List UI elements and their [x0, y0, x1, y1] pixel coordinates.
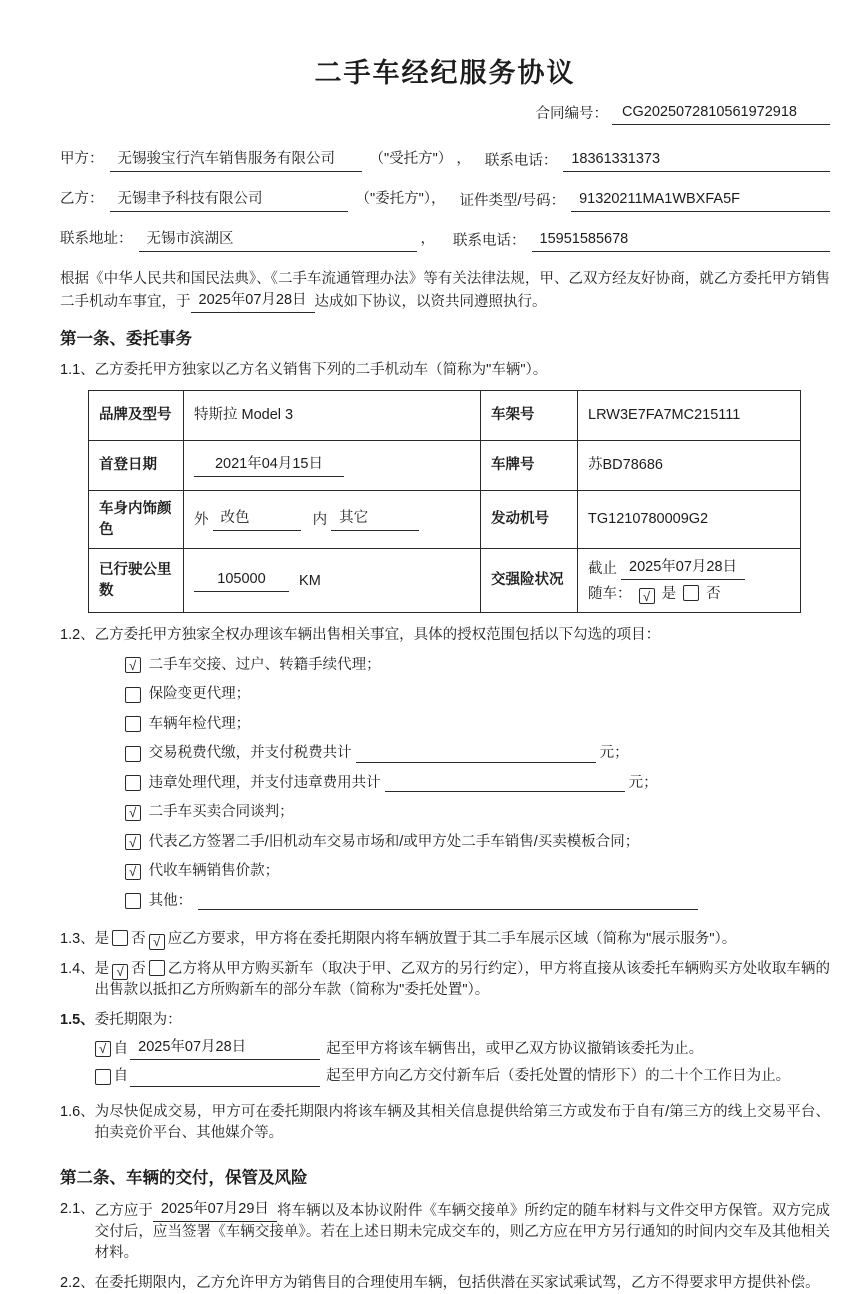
display-service-yes-checkbox	[112, 930, 128, 946]
clause-1-5-number: 1.5、	[60, 1012, 95, 1028]
clause-2-2-number: 2.2、	[60, 1275, 95, 1291]
party-b-id	[460, 189, 830, 212]
plate-label: 车牌号	[481, 441, 578, 491]
color-exterior-field: 改色	[213, 508, 301, 531]
vin-label: 车架号	[481, 391, 578, 441]
yes-label: 是	[94, 931, 110, 947]
table-row	[89, 549, 801, 613]
color-exterior-label: 外	[194, 512, 209, 528]
clause-text: 乙方将从甲方购买新车（取决于甲、乙双方的另行约定），甲方将直接从该委托车辆购买方处收取车辆的出售款以抵扣乙方所购新车的部分车款（简称为"委托处置"）。	[94, 961, 831, 998]
clause-2-1-text	[95, 1199, 830, 1264]
clause-2-2	[60, 1273, 830, 1294]
engine-no-label: 发动机号	[481, 491, 578, 549]
party-b-phone-label: 联系电话：	[453, 233, 526, 249]
clause-2-2-text: 在委托期限内，乙方允许甲方为销售目的合理使用车辆，包括供潜在买家试乘试驾，乙方不得要求甲方提供补偿。	[94, 1275, 820, 1291]
clause-text: 应乙方要求，甲方将在委托期限内将车辆放置于其二手车展示区域（简称为"展示服务"）。	[167, 931, 737, 947]
period-start-date-blank-field	[130, 1067, 320, 1087]
list-item	[125, 773, 830, 794]
section1-heading: 第一条、委托事务	[60, 330, 192, 348]
option-pre: 自	[113, 1041, 129, 1057]
table-row	[89, 391, 801, 441]
party-b-phone	[453, 229, 830, 252]
clause-1-2-text: 乙方委托甲方独家全权办理该车辆出售相关事宜，具体的授权范围包括以下勾选的项目：	[94, 627, 661, 643]
no-label: 否	[131, 931, 146, 947]
insurance-yes-label: 是	[661, 585, 677, 602]
list-item	[125, 861, 830, 882]
color-label: 车身内饰颜色	[89, 491, 184, 549]
insurance-value	[578, 549, 801, 613]
option-post: 起至甲方向乙方交付新车后（委托处置的情形下）的二十个工作日为止。	[326, 1068, 791, 1084]
table-row	[89, 491, 801, 549]
item-suffix: 元；	[599, 745, 629, 761]
brand-model-label: 品牌及型号	[89, 391, 184, 441]
insurance-until-date-field: 2025年07月28日	[621, 557, 745, 580]
address-left	[60, 229, 439, 252]
mileage-field: 105000	[194, 569, 289, 592]
clause-1-2-number: 1.2、	[60, 627, 95, 643]
new-car-purchase-no-checkbox	[149, 960, 165, 976]
address-label: 联系地址：	[60, 231, 133, 247]
clause-1-6-number: 1.6、	[60, 1104, 95, 1120]
party-b-row	[60, 189, 830, 212]
option-post: 起至甲方将该车辆售出，或甲乙双方协议撤销该委托为止。	[326, 1041, 704, 1057]
clause-1-5	[60, 1010, 830, 1093]
address-row	[60, 229, 830, 252]
entrust-period-option-1	[95, 1037, 830, 1060]
engine-no-value: TG1210780009G2	[578, 491, 801, 549]
preamble-paragraph	[60, 269, 830, 313]
contract-number-row	[60, 102, 830, 125]
entrust-period-option-2	[95, 1066, 830, 1087]
sale-negotiation-checkbox: √	[125, 805, 141, 821]
preamble-pre: 根据《中华人民共和国民法典》、《二手车流通管理办法》等有关法律法规，甲、乙双方经友好协商，就乙方委托甲方销售二手机动车事宜，于	[60, 271, 830, 310]
clause-1-3-number: 1.3、	[60, 931, 95, 947]
insurance-with-car-line	[588, 584, 790, 605]
item-label: 交易税费代缴，并支付税费共计	[148, 745, 352, 761]
party-b-role: （"委托方"），	[355, 191, 446, 207]
clause-1-1	[60, 360, 830, 381]
other-blank-field	[198, 892, 698, 910]
insurance-no-label: 否	[706, 585, 721, 602]
display-service-no-checkbox: √	[149, 934, 165, 950]
collect-payment-checkbox: √	[125, 864, 141, 880]
item-label: 二手车买卖合同谈判；	[148, 804, 294, 820]
clause-pre: 乙方应于	[94, 1203, 153, 1219]
insurance-until-line	[588, 557, 790, 580]
item-label: 二手车交接、过户、转籍手续代理；	[148, 656, 381, 673]
option-pre: 自	[113, 1068, 129, 1084]
clause-1-6-text: 为尽快促成交易，甲方可在委托期限内将该车辆及其相关信息提供给第三方或发布于自有/第三方的线上交易平台、拍卖竞价平台、其他媒介等。	[94, 1104, 830, 1141]
address-comma: ，	[420, 231, 435, 247]
transfer-agency-checkbox: √	[125, 657, 141, 673]
list-item	[125, 743, 830, 764]
party-a-label: 甲方：	[60, 151, 104, 167]
insurance-with-car-label: 随车：	[588, 585, 632, 602]
preamble-post: 达成如下协议，以资共同遵照执行。	[314, 294, 547, 310]
party-b-id-value: 91320211MA1WBXFA5F	[571, 189, 830, 212]
clause-2-1	[60, 1199, 830, 1264]
violation-handling-checkbox	[125, 775, 141, 791]
list-item	[125, 802, 830, 823]
item-label: 违章处理代理，并支付违章费用共计	[148, 774, 381, 791]
list-item	[125, 832, 830, 853]
color-interior-field: 其它	[331, 508, 419, 531]
insurance-no-checkbox	[683, 585, 699, 601]
clause-1-3-text	[95, 929, 830, 950]
clause-1-3	[60, 929, 830, 950]
clause-1-4	[60, 959, 830, 1001]
clause-1-4-text	[95, 959, 830, 1001]
list-item	[125, 655, 830, 676]
authorization-checkbox-list	[125, 655, 830, 912]
vin-value: LRW3E7FA7MC215111	[578, 391, 801, 441]
item-suffix: 元；	[628, 774, 658, 791]
party-a-name-field: 无锡骏宝行汽车销售服务有限公司	[110, 149, 362, 172]
item-label: 代表乙方签署二手/旧机动车交易市场和/或甲方处二手车销售/买卖模板合同；	[148, 833, 640, 850]
party-b-phone-value: 15951585678	[532, 229, 831, 252]
clause-2-1-number: 2.1、	[60, 1201, 95, 1217]
new-car-purchase-yes-checkbox: √	[112, 964, 128, 980]
item-label: 保险变更代理；	[148, 686, 251, 702]
party-a-phone-value: 18361331373	[563, 149, 830, 172]
party-a-phone	[485, 149, 830, 172]
party-a-role: （"受托方"） ，	[369, 151, 471, 167]
clause-1-1-text: 乙方委托甲方独家以乙方名义销售下列的二手机动车（简称为"车辆"）。	[94, 362, 548, 378]
first-reg-date-value	[184, 441, 481, 491]
yes-label: 是	[94, 961, 110, 977]
period-start-date-field: 2025年07月28日	[130, 1037, 320, 1060]
list-item	[125, 684, 830, 705]
no-label: 否	[131, 961, 146, 977]
vehicle-info-table	[88, 390, 801, 613]
insurance-change-checkbox	[125, 687, 141, 703]
insurance-until-label: 截止	[588, 560, 617, 577]
contract-number-value: CG2025072810561972918	[612, 102, 830, 125]
party-b-left	[60, 189, 446, 212]
address-value-field: 无锡市滨湖区	[139, 229, 417, 252]
first-reg-date-label: 首登日期	[89, 441, 184, 491]
mileage-label: 已行驶公里数	[89, 549, 184, 613]
party-b-name-field: 无锡聿予科技有限公司	[110, 189, 348, 212]
clause-1-2	[60, 625, 830, 920]
other-checkbox	[125, 893, 141, 909]
list-item	[125, 891, 830, 912]
violation-amount-blank-field	[385, 774, 625, 792]
sign-contract-checkbox: √	[125, 834, 141, 850]
party-b-id-label: 证件类型/号码：	[459, 193, 566, 209]
clause-1-2-body	[95, 625, 830, 920]
brand-model-value: 特斯拉 Model 3	[184, 391, 481, 441]
section2-heading: 第二条、车辆的交付，保管及风险	[60, 1169, 308, 1187]
period-option2-checkbox	[95, 1069, 111, 1085]
party-a-row	[60, 149, 830, 172]
insurance-yes-checkbox: √	[639, 588, 655, 604]
party-a-phone-label: 联系电话：	[484, 153, 558, 169]
mileage-value	[184, 549, 481, 613]
item-label: 其他：	[148, 892, 193, 909]
mileage-unit: KM	[299, 573, 321, 589]
clause-1-1-number: 1.1、	[60, 362, 95, 378]
clause-post: 将车辆以及本协议附件《车辆交接单》所约定的随车材料与文件交甲方保管。双方完成交付后，应当签署《车辆交接单》。若在上述日期未完成交车的，则乙方应在甲方另行通知的时间内交车及其他相关材料。	[94, 1203, 831, 1261]
annual-inspection-checkbox	[125, 716, 141, 732]
entrust-period-heading: 委托期限为：	[94, 1012, 182, 1028]
item-label: 代收车辆销售价款；	[148, 863, 280, 879]
clause-1-5-body	[95, 1010, 830, 1093]
handover-date-field: 2025年07月29日	[153, 1199, 277, 1222]
plate-value: 苏BD78686	[578, 441, 801, 491]
contract-number-label: 合同编号：	[535, 106, 608, 122]
party-a-left	[60, 149, 471, 172]
list-item	[125, 714, 830, 735]
clause-1-4-number: 1.4、	[60, 961, 95, 977]
agreement-date-field: 2025年07月28日	[191, 290, 315, 313]
color-interior-label: 内	[312, 512, 328, 528]
color-value	[184, 491, 481, 549]
table-row	[89, 441, 801, 491]
clause-1-6	[60, 1102, 830, 1144]
tax-amount-blank-field	[356, 745, 596, 763]
item-label: 车辆年检代理；	[148, 715, 251, 732]
insurance-label: 交强险状况	[481, 549, 578, 613]
party-b-label: 乙方：	[60, 191, 104, 207]
document-title: 二手车经纪服务协议	[314, 58, 576, 88]
period-option1-checkbox: √	[95, 1041, 111, 1057]
first-reg-date-field: 2021年04月15日	[194, 454, 344, 477]
tax-payment-checkbox	[125, 746, 141, 762]
